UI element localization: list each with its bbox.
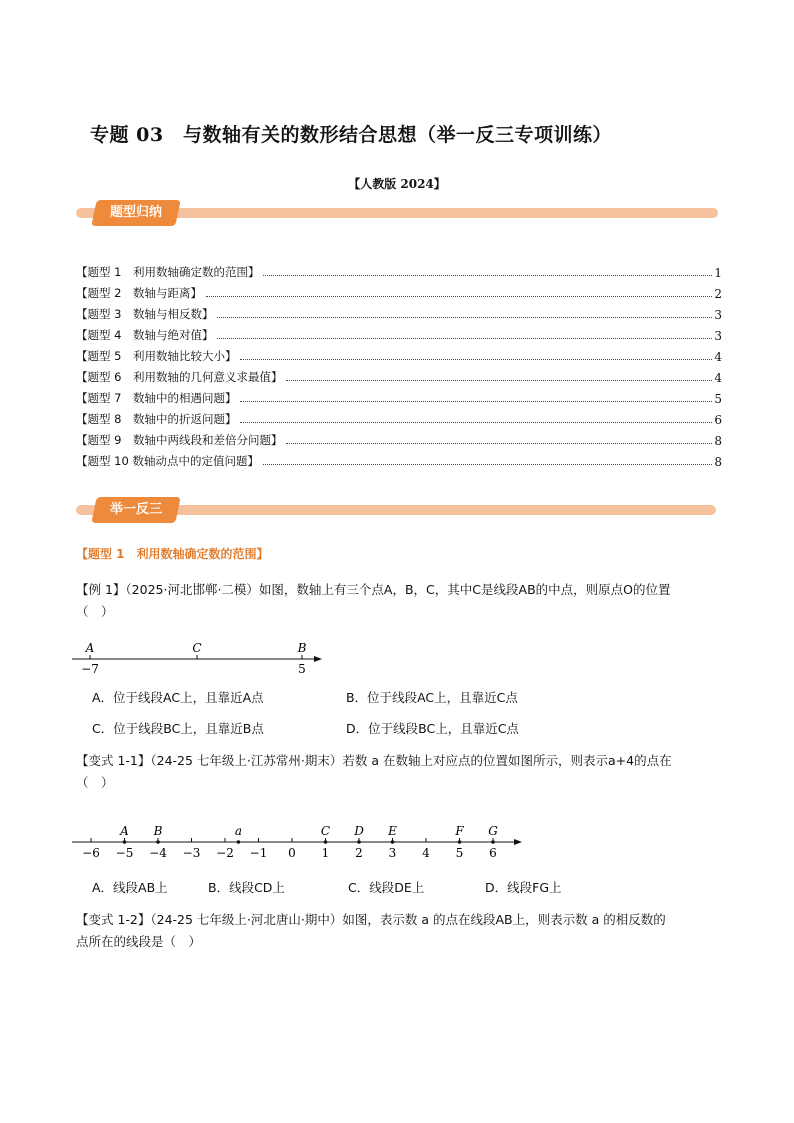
tick-label: 6 [489,846,497,860]
tick-label: 2 [355,846,363,860]
example1-option-b[interactable]: B．位于线段AC上，且靠近C点 [346,690,518,705]
point-dot [123,840,127,844]
axis-arrow [514,839,522,845]
toc-item[interactable]: 【题型 9 数轴中两线段和差倍分问题】 8 [76,433,722,448]
example1-option-d[interactable]: D．位于线段BC上，且靠近C点 [346,721,519,736]
point-label-c: C [192,641,202,655]
point-label: A [120,824,129,838]
tick-label: −1 [249,846,268,860]
point-dot [237,840,241,844]
point-label: a [234,824,242,838]
variant11-question: 【变式 1-1】（24-25 七年级上·江苏常州·期末）若数 a 在数轴上对应点的位置如图所示，则表示a+4的点在 （ ） [76,753,672,790]
point-dot [357,840,361,844]
point-label-a: A [85,641,95,655]
point-dot [458,840,462,844]
tick-label: −3 [182,846,201,860]
example1-question: 【例 1】（2025·河北邯郸·二模）如图，数轴上有三个点A，B，C，其中C是线段AB的中点，则原点O的位置 （ ） [76,582,671,619]
variant12-question: 【变式 1-2】（24-25 七年级上·河北唐山·期中）如图，表示数 a 的点在线段AB上，则表示数 a 的相反数的 点所在的线段是（ ） [76,912,666,949]
toc-item[interactable]: 【题型 5 利用数轴比较大小】 4 [76,349,722,364]
point-label: D [354,824,364,838]
point-label: F [455,824,464,838]
axis-arrow [314,656,322,662]
toc-item[interactable]: 【题型 7 数轴中的相遇问题】 5 [76,391,722,406]
tick-label: 3 [388,846,397,860]
toc-item[interactable]: 【题型 10 数轴动点中的定值问题】 8 [76,454,722,469]
example1-number-line [70,638,330,678]
tick-label: 5 [455,846,464,860]
variant11-number-line [70,815,530,865]
tick-label: −5 [115,846,134,860]
point-dot [391,840,395,844]
example1-option-c[interactable]: C．位于线段BC上，且靠近B点 [92,721,264,736]
variant11-option-a[interactable]: A．线段AB上 [92,880,168,895]
toc-item[interactable]: 【题型 8 数轴中的折返问题】 6 [76,412,722,427]
point-dot [324,840,328,844]
toc-item[interactable]: 【题型 3 数轴与相反数】 3 [76,307,722,322]
page-title: 专题 03 与数轴有关的数形结合思想（举一反三专项训练） [90,124,613,146]
variant11-option-c[interactable]: C．线段DE上 [348,880,425,895]
tick-label: −2 [216,846,234,860]
variant11-option-b[interactable]: B．线段CD上 [208,880,285,895]
tick-label: 0 [288,846,296,860]
table-of-contents [76,259,722,469]
tick-label: −6 [82,846,100,860]
value-label-a: −7 [81,662,99,676]
value-label-b: 5 [298,662,306,676]
example1-option-a[interactable]: A．位于线段AC上，且靠近A点 [92,690,264,705]
point-label: C [320,824,331,838]
variant11-option-d[interactable]: D．线段FG上 [485,880,562,895]
toc-item[interactable]: 【题型 2 数轴与距离】 2 [76,286,722,301]
tick-label: −4 [149,846,167,860]
point-dot [156,840,160,844]
edition-label: 【人教版 2024】 [348,177,446,191]
section-badge-types: 题型归纳 [91,200,181,226]
point-label: G [488,824,498,838]
tick-label: 4 [422,846,430,860]
point-label-b: B [297,641,307,655]
toc-item[interactable]: 【题型 1 利用数轴确定数的范围】 1 [76,265,722,280]
point-dot [491,840,495,844]
tick-label: 1 [321,846,330,860]
toc-item[interactable]: 【题型 4 数轴与绝对值】 3 [76,328,722,343]
toc-item[interactable]: 【题型 6 利用数轴的几何意义求最值】 4 [76,370,722,385]
type1-heading: 【题型 1 利用数轴确定数的范围】 [76,547,269,561]
point-label: E [388,824,397,838]
section-badge-practice: 举一反三 [91,497,181,523]
point-label: B [153,824,163,838]
